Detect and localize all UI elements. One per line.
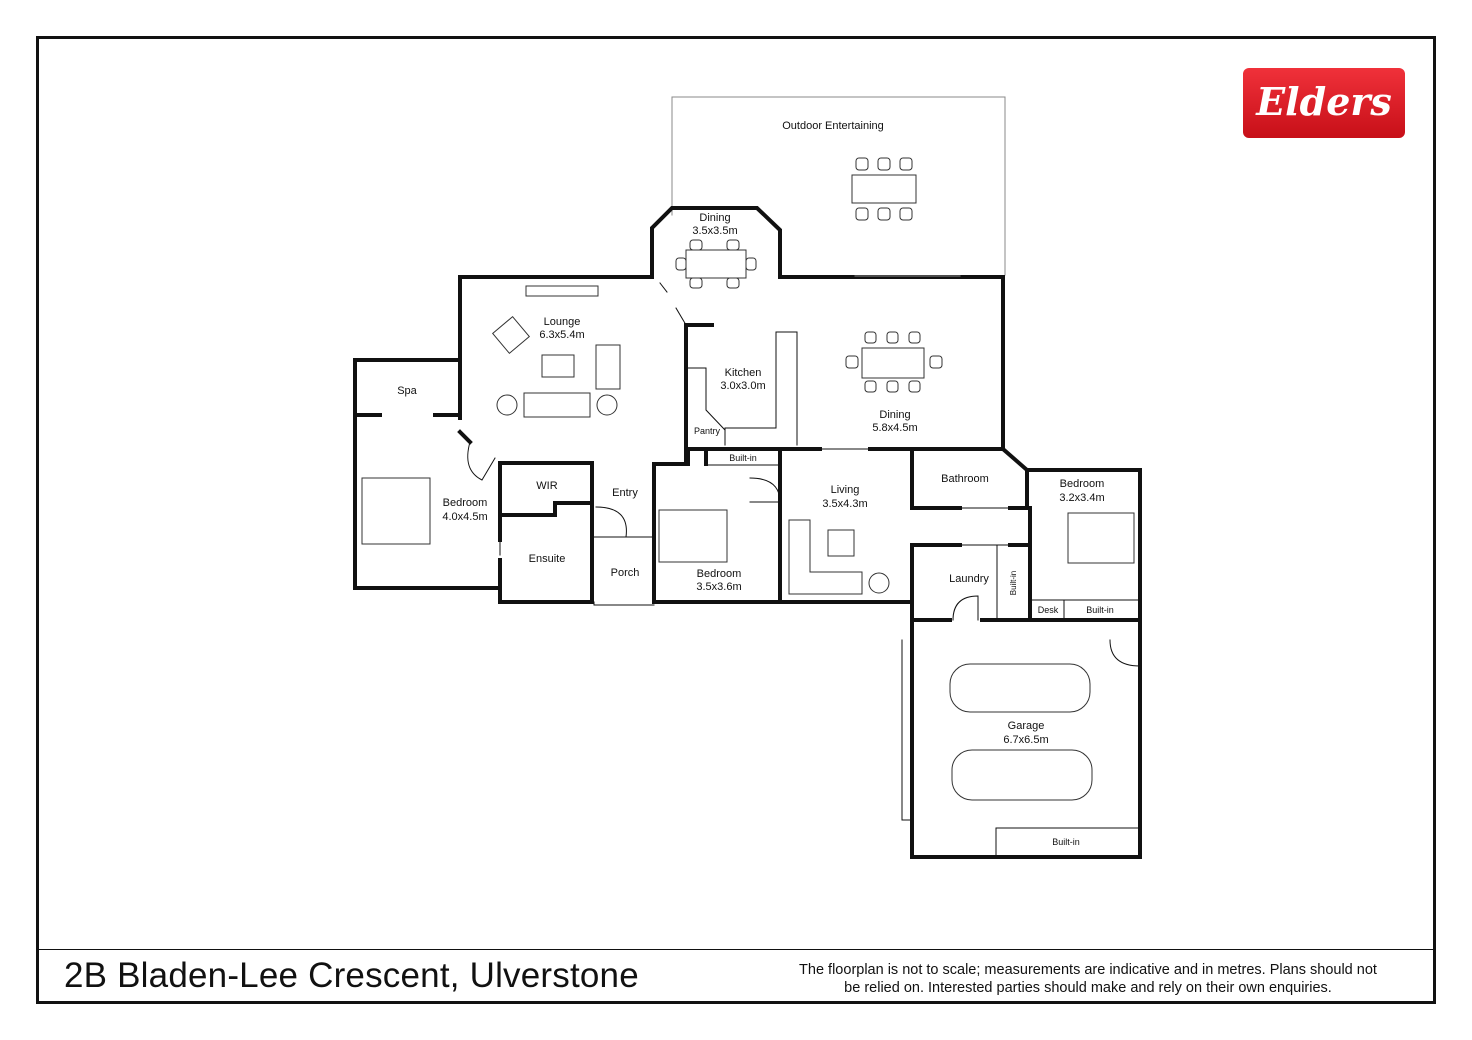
label-laundry: Laundry	[949, 573, 989, 585]
size-lounge: 6.3x5.4m	[539, 329, 585, 341]
label-desk: Desk	[1037, 605, 1059, 615]
label-pantry: Pantry	[693, 426, 721, 436]
bed-master	[362, 478, 430, 544]
label-dining-bay: Dining	[699, 212, 731, 224]
label-garage: Garage	[1007, 720, 1045, 732]
label-builtin-garage: Built-in	[1052, 837, 1080, 847]
size-bedroom-master: 4.0x4.5m	[442, 511, 488, 523]
size-garage: 6.7x6.5m	[1003, 734, 1049, 746]
outdoor-table	[852, 175, 916, 203]
disclaimer	[780, 961, 1396, 997]
size-living: 3.5x4.3m	[822, 498, 868, 510]
size-bedroom-2: 3.5x3.6m	[696, 581, 742, 593]
label-bedroom-3: Bedroom	[1059, 478, 1105, 490]
label-lounge: Lounge	[543, 316, 581, 328]
size-dining: 5.8x4.5m	[872, 422, 918, 434]
car-2	[952, 750, 1092, 800]
bed-3	[1068, 513, 1134, 563]
label-entry: Entry	[612, 487, 638, 499]
label-bedroom-master: Bedroom	[442, 497, 488, 509]
label-bathroom: Bathroom	[941, 473, 989, 485]
label-wir: WIR	[536, 480, 558, 492]
disclaimer-line-1: The floorplan is not to scale; measurements are indicative and in metres. Plans should not	[799, 962, 1377, 978]
tv-unit	[526, 286, 598, 296]
size-kitchen: 3.0x3.0m	[720, 380, 766, 392]
label-porch: Porch	[610, 567, 640, 579]
label-kitchen: Kitchen	[724, 367, 762, 379]
label-builtin-laundry: Built-in	[1009, 570, 1018, 596]
dining-table	[862, 348, 924, 378]
label-living: Living	[830, 484, 860, 496]
size-dining-bay: 3.5x3.5m	[692, 225, 738, 237]
label-ensuite: Ensuite	[528, 553, 566, 565]
label-spa: Spa	[397, 385, 417, 397]
car-1	[950, 664, 1090, 712]
living-sofa	[789, 520, 862, 594]
logo-wordmark: Elders	[1256, 79, 1392, 124]
dining-bay-table	[686, 250, 746, 278]
bed-2	[659, 510, 727, 562]
label-builtin-hall: Built-in	[729, 453, 757, 463]
label-builtin-bed3: Built-in	[1086, 605, 1114, 615]
label-outdoor: Outdoor Entertaining	[782, 120, 884, 132]
label-bedroom-2: Bedroom	[696, 568, 742, 580]
disclaimer-line-2: be relied on. Interested parties should make and rely on their own enquiries.	[844, 980, 1332, 996]
property-address: 2B Bladen-Lee Crescent, Ulverstone	[64, 956, 639, 995]
lounge-sofa	[524, 393, 590, 417]
label-dining: Dining	[879, 409, 911, 421]
door-master	[468, 442, 495, 480]
size-bedroom-3: 3.2x3.4m	[1059, 492, 1105, 504]
